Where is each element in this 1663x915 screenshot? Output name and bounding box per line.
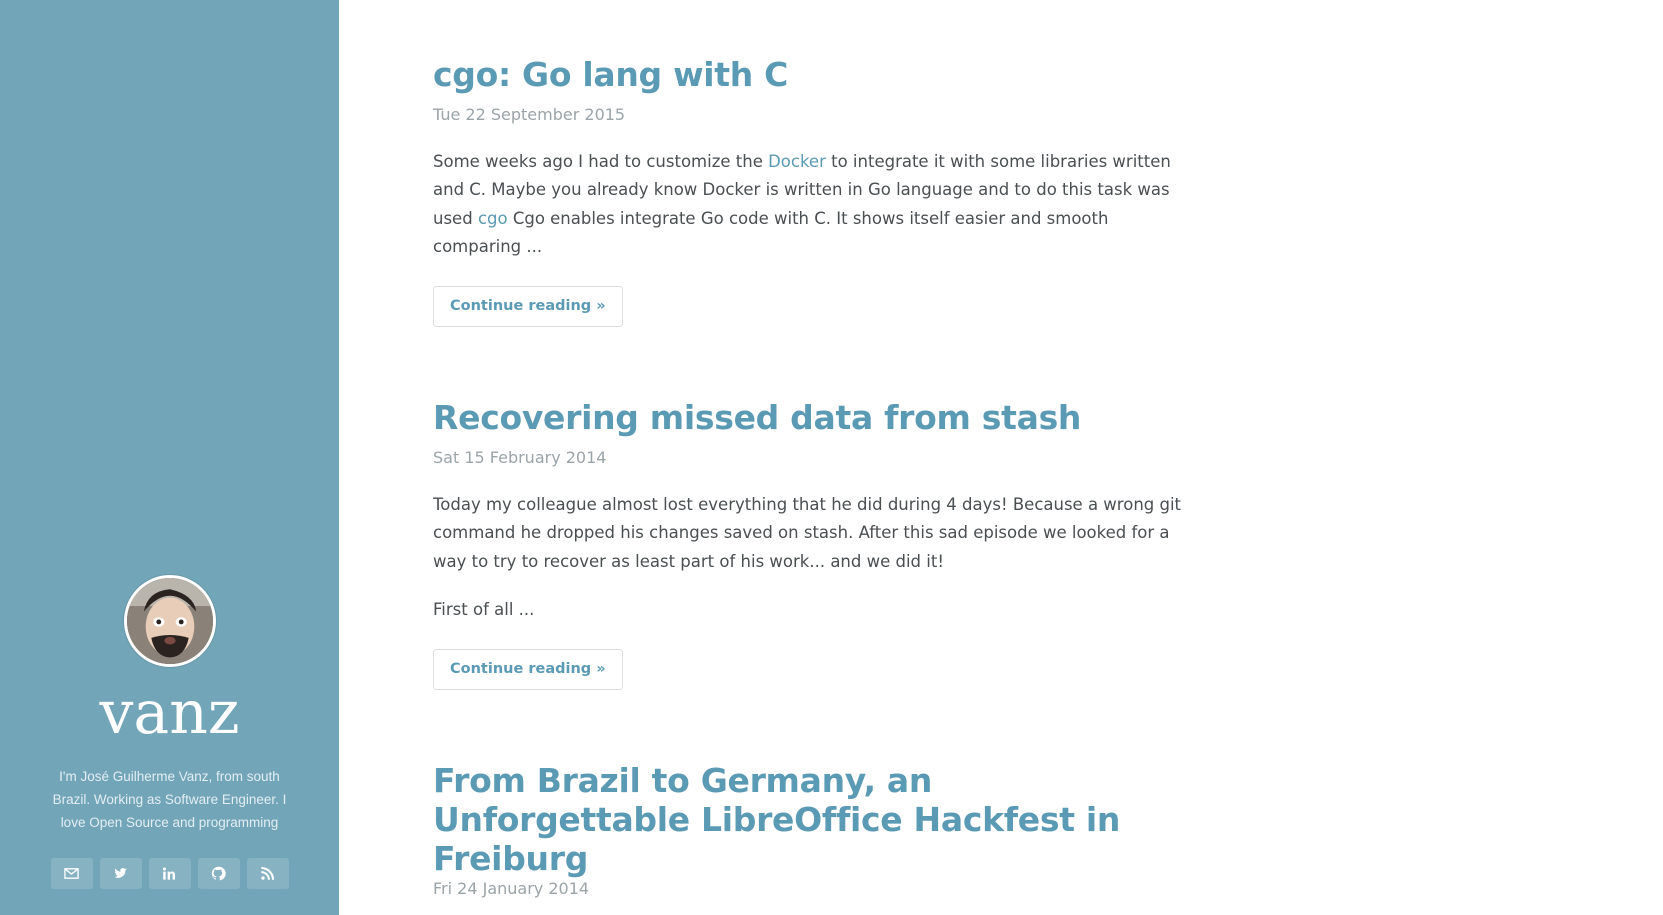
text-segment: Cgo enables integrate Go code with C. It shows itself easier and smooth comparing ... bbox=[433, 208, 1109, 257]
post-item bbox=[433, 762, 1193, 898]
post-item bbox=[433, 56, 1193, 327]
twitter-icon bbox=[113, 866, 128, 881]
site-bio: I'm José Guilherme Vanz, from south Brazil. Working as Software Engineer. I love Open Source and programming bbox=[52, 769, 287, 830]
email-icon bbox=[64, 866, 79, 881]
inline-link-cgo[interactable]: cgo bbox=[477, 208, 508, 228]
post-excerpt bbox=[433, 491, 1193, 625]
social-links bbox=[51, 858, 289, 889]
post-title bbox=[433, 399, 1193, 438]
post-title bbox=[433, 56, 1193, 95]
social-link-email[interactable] bbox=[51, 858, 93, 889]
social-link-twitter[interactable] bbox=[100, 858, 142, 889]
linkedin-icon bbox=[162, 866, 177, 881]
inline-link-docker[interactable]: Docker bbox=[768, 151, 826, 171]
post-item bbox=[433, 399, 1193, 690]
post-paragraph bbox=[433, 148, 1193, 262]
post-excerpt bbox=[433, 148, 1193, 262]
site-brand: vanz bbox=[99, 678, 240, 748]
post-paragraph: Today my colleague almost lost everything that he did during 4 days! Because a wrong git command he dropped his changes saved on stash. After this sad episode we looked for a way to try to recover as least part of his work... and we did it! bbox=[433, 494, 1182, 571]
sidebar bbox=[0, 0, 339, 915]
rss-icon bbox=[260, 866, 275, 881]
github-icon bbox=[211, 866, 226, 881]
post-title-link[interactable]: From Brazil to Germany, an Unforgettable LibreOffice Hackfest in Freiburg bbox=[433, 760, 1121, 878]
social-link-linkedin[interactable] bbox=[149, 858, 191, 889]
post-paragraph: First of all ... bbox=[433, 600, 535, 620]
continue-reading-button[interactable]: Continue reading » bbox=[433, 286, 623, 327]
text-segment: to integrate it with some libraries written and C. Maybe you already know Docker is written in Go language and to do this task was used bbox=[433, 151, 1171, 228]
post-title bbox=[433, 762, 1193, 879]
social-link-github[interactable] bbox=[198, 858, 240, 889]
post-date: Fri 24 January 2014 bbox=[433, 878, 590, 898]
post-date: Tue 22 September 2015 bbox=[433, 104, 626, 124]
content-area bbox=[339, 0, 1663, 915]
text-segment: Some weeks ago I had to customize the bbox=[433, 151, 769, 171]
social-link-rss[interactable] bbox=[247, 858, 289, 889]
user-avatar-photo-icon bbox=[127, 578, 213, 664]
avatar bbox=[124, 575, 216, 667]
post-title-link[interactable]: Recovering missed data from stash bbox=[433, 397, 1082, 437]
continue-reading-button[interactable]: Continue reading » bbox=[433, 649, 623, 690]
post-list bbox=[433, 56, 1193, 898]
post-date: Sat 15 February 2014 bbox=[433, 447, 607, 467]
post-title-link[interactable]: cgo: Go lang with C bbox=[433, 55, 789, 94]
